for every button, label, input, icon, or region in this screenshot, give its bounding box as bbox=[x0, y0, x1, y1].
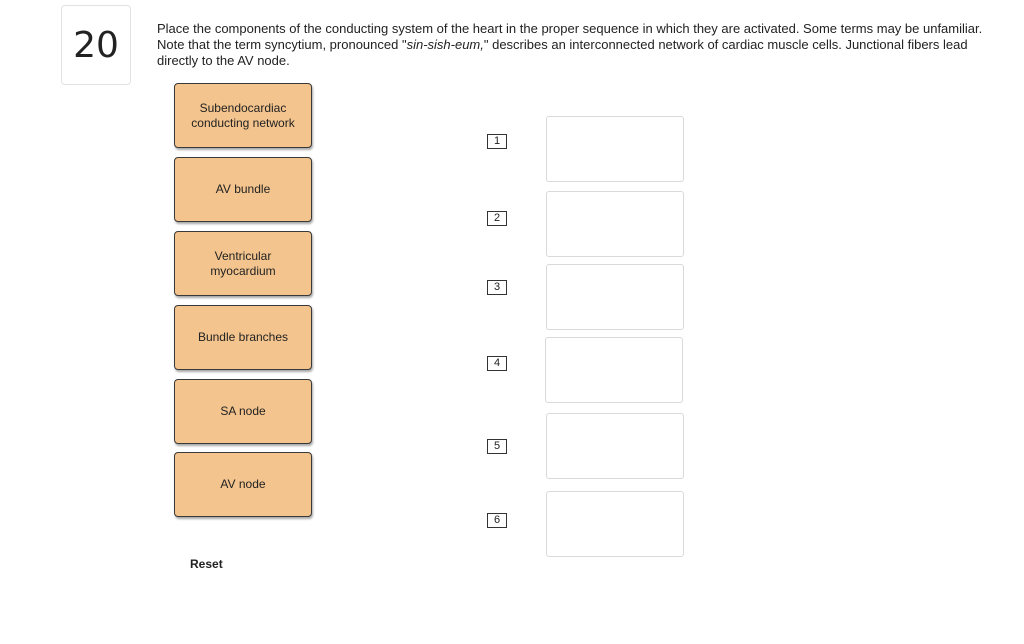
reset-button[interactable]: Reset bbox=[190, 557, 223, 571]
answer-card-sa-node[interactable]: SA node bbox=[174, 379, 312, 444]
slot-number-5: 5 bbox=[487, 439, 507, 454]
slot-number-1: 1 bbox=[487, 134, 507, 149]
drop-slot-6[interactable] bbox=[546, 491, 684, 557]
drop-slot-1[interactable] bbox=[546, 116, 684, 182]
drop-slot-2[interactable] bbox=[546, 191, 684, 257]
prompt-text-2: " describes an interconnected network of cardiac muscle cells. Junctional fibers lead directly to the AV node. bbox=[157, 37, 968, 68]
answer-card-ventricular-myocardium[interactable]: Ventricular myocardium bbox=[174, 231, 312, 296]
answer-card-bundle-branches[interactable]: Bundle branches bbox=[174, 305, 312, 370]
drop-slot-3[interactable] bbox=[546, 264, 684, 330]
prompt-pronunciation: sin-sish-eum, bbox=[406, 37, 484, 52]
prompt-text-1: Place the components of the conducting system of the heart in the proper sequence in which they are activated. Some terms may be unfamiliar. Note that the term syncytium, pronounced " bbox=[157, 21, 983, 52]
slot-number-2: 2 bbox=[487, 211, 507, 226]
question-prompt bbox=[157, 21, 987, 69]
slot-number-3: 3 bbox=[487, 280, 507, 295]
slot-number-6: 6 bbox=[487, 513, 507, 528]
answer-card-subendocardiac-network[interactable]: Subendocardiac conducting network bbox=[174, 83, 312, 148]
question-number: 20 bbox=[61, 5, 131, 85]
answer-card-av-bundle[interactable]: AV bundle bbox=[174, 157, 312, 222]
slot-number-4: 4 bbox=[487, 356, 507, 371]
drop-slot-4[interactable] bbox=[545, 337, 683, 403]
answer-card-av-node[interactable]: AV node bbox=[174, 452, 312, 517]
drop-slot-5[interactable] bbox=[546, 413, 684, 479]
